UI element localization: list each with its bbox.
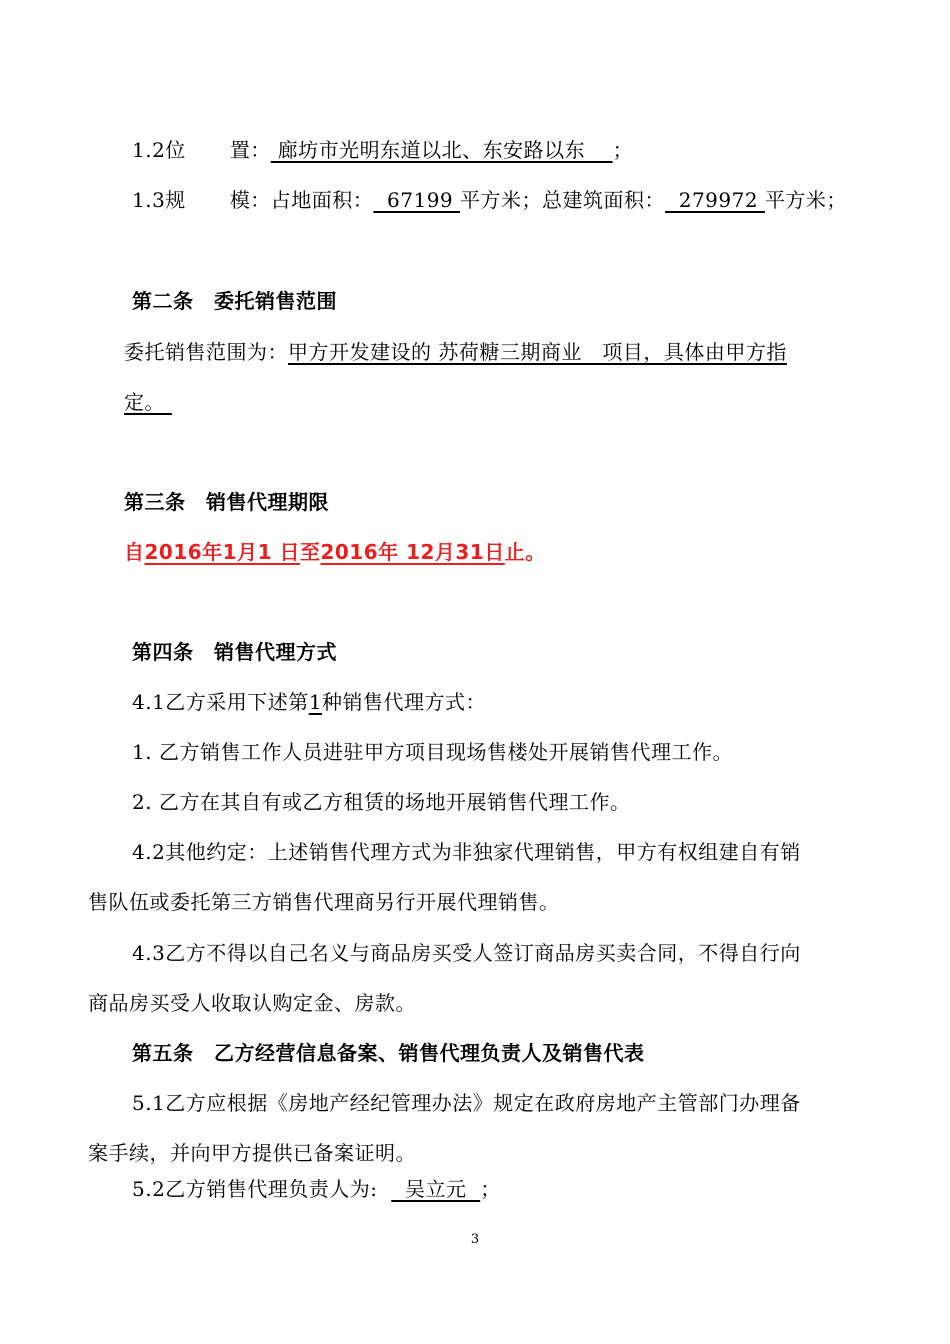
- article-4-line-6: 4.3乙方不得以自己名义与商品房买受人签订商品房买卖合同，不得自行向: [132, 941, 801, 965]
- location-value: 廊坊市光明东道以北、东安路以东: [270, 138, 613, 162]
- article-2-line-2: 定。: [124, 390, 172, 414]
- section-1-3-scale: 1.3规 模：占地面积： 67199 平方米；总建筑面积： 279972 平方米；: [132, 188, 847, 212]
- article-4-line-5: 售队伍或委托第三方销售代理商另行开展代理销售。: [88, 890, 560, 914]
- land-area-value: 67199: [373, 188, 461, 212]
- article-4-line-2: 1. 乙方销售工作人员进驻甲方项目现场售楼处开展销售代理工作。: [132, 740, 733, 764]
- start-date: 2016年1月1 日: [144, 540, 300, 564]
- article-3-period: 自2016年1月1 日至2016年 12月31日止。: [124, 540, 546, 564]
- article-4-line-7: 商品房买受人收取认购定金、房款。: [88, 991, 416, 1015]
- article-4-title: 第四条 销售代理方式: [132, 640, 337, 664]
- page-number: 3: [470, 1232, 480, 1247]
- article-2-title: 第二条 委托销售范围: [132, 289, 337, 313]
- article-3-title: 第三条 销售代理期限: [124, 490, 329, 514]
- end-date: 2016年 12月31日: [320, 540, 505, 564]
- article-5-line-2: 案手续，并向甲方提供已备案证明。: [88, 1141, 416, 1165]
- article-4-line-3: 2. 乙方在其自有或乙方租赁的场地开展销售代理工作。: [132, 790, 631, 814]
- article-5-title: 第五条 乙方经营信息备案、销售代理负责人及销售代表: [132, 1041, 645, 1065]
- total-area-value: 279972: [665, 188, 765, 212]
- article-5-line-3: 5.2乙方销售代理负责人为: 吴立元 ；: [132, 1177, 501, 1201]
- article-4-line-1: 4.1乙方采用下述第1种销售代理方式：: [132, 690, 487, 714]
- agent-name: 吴立元: [391, 1177, 481, 1201]
- article-5-line-1: 5.1乙方应根据《房地产经纪管理办法》规定在政府房地产主管部门办理备: [132, 1091, 801, 1115]
- article-2-line-1: 委托销售范围为：甲方开发建设的 苏荷糖三期商业 项目，具体由甲方指: [124, 340, 787, 364]
- section-1-2-location: 1.2位 置： 廊坊市光明东道以北、东安路以东 ；: [132, 138, 634, 162]
- article-4-line-4: 4.2其他约定：上述销售代理方式为非独家代理销售，甲方有权组建自有销: [132, 840, 801, 864]
